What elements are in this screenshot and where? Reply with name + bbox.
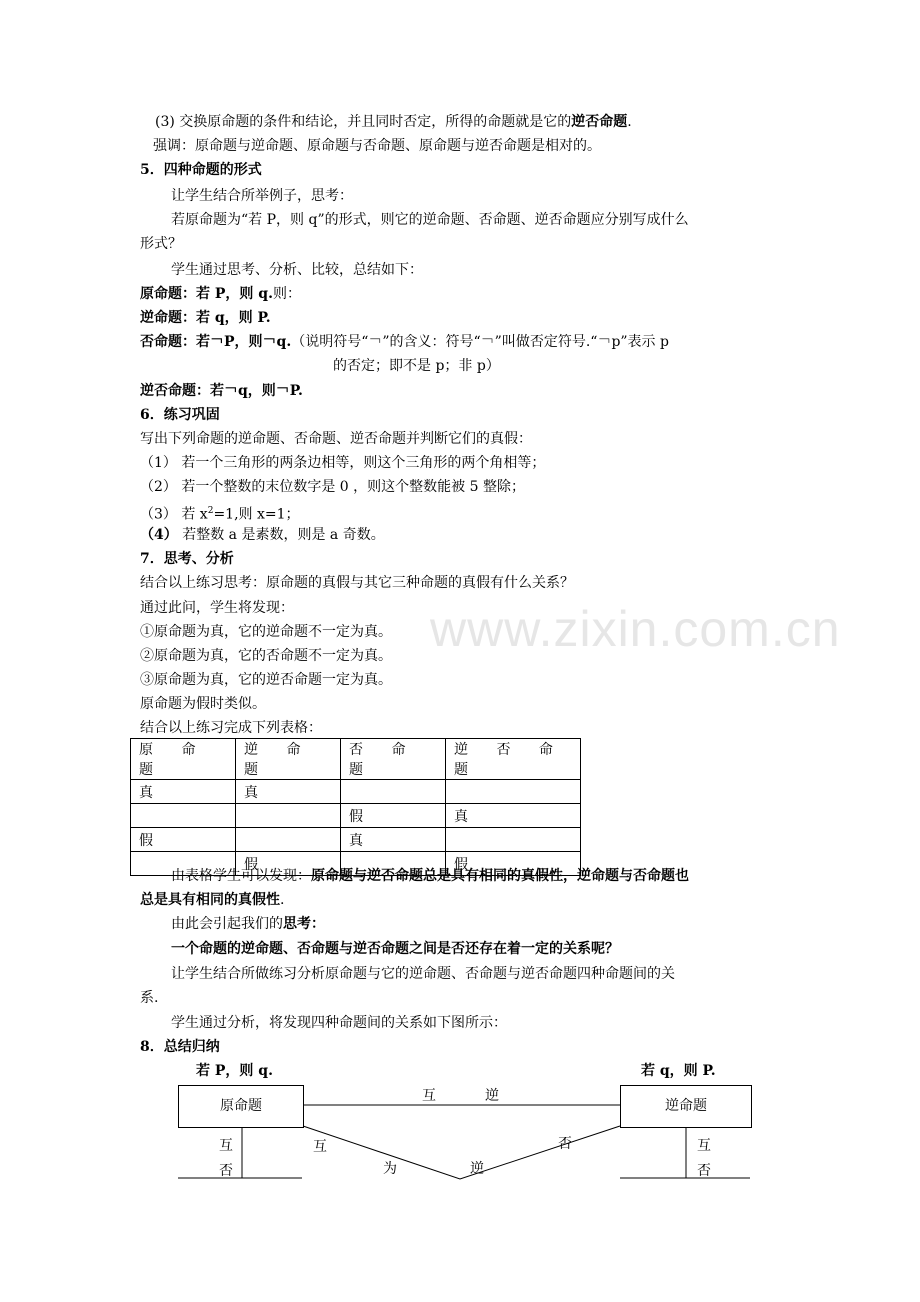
finding-3: ③原命题为真，它的逆否命题一定为真。 <box>140 672 392 688</box>
converse-proposition: 逆命题：若 q，则 P. <box>140 310 271 326</box>
label-wei: 为 <box>383 1161 397 1177</box>
table-cell: 假 <box>131 828 236 852</box>
paragraph: 通过此问，学生将发现： <box>140 600 294 616</box>
table-cell: 假 <box>236 852 341 876</box>
note: 的否定；即不是 p；非 p） <box>333 358 500 374</box>
table-header: 逆 否 命 题 <box>446 739 581 780</box>
text: 总是具有相同的真假性 <box>140 892 280 908</box>
label-fou: 否 <box>697 1163 711 1179</box>
diagram-right-title: 若 q，则 P. <box>641 1063 716 1079</box>
contrapositive-proposition: 逆否命题：若￢q，则￢P. <box>140 383 303 399</box>
section-heading-5: 5．四种命题的形式 <box>140 162 262 178</box>
text: 则： <box>272 286 301 302</box>
paragraph: 让学生结合所举例子，思考： <box>171 188 353 204</box>
paragraph: 写出下列命题的逆命题、否命题、逆否命题并判断它们的真假： <box>140 431 532 447</box>
table-cell: 假 <box>341 804 446 828</box>
paragraph: 原命题为假时类似。 <box>140 696 266 712</box>
paragraph: 让学生结合所做练习分析原命题与它的逆命题、否命题与逆否命题四种命题间的关 <box>171 966 675 982</box>
paragraph: 结合以上练习完成下列表格： <box>140 720 322 736</box>
text: 若整数 a 是素数，则是 a 奇数。 <box>177 527 385 543</box>
table-cell: 真 <box>446 804 581 828</box>
table-cell: 真 <box>341 828 446 852</box>
table-cell: 真 <box>236 780 341 804</box>
exercise-1: （1） 若一个三角形的两条边相等，则这个三角形的两个角相等； <box>140 455 546 471</box>
note: （说明符号“￢”的含义：符号“￢”叫做否定符号.“￢p”表示 p <box>291 334 669 350</box>
label-ni: 逆 <box>470 1161 484 1177</box>
original-box: 原命题 <box>178 1085 304 1128</box>
label-hu: 互 <box>219 1138 233 1154</box>
section-heading-7: 7．思考、分析 <box>140 551 234 567</box>
text: 由表格学生可以发现： <box>171 868 311 884</box>
text: 由此会引起我们的 <box>171 916 283 932</box>
text: 思考： <box>283 916 325 932</box>
diagram-left-title: 若 P，则 q. <box>196 1063 273 1079</box>
superscript: 2 <box>207 506 214 516</box>
text: （4） <box>140 527 178 543</box>
text: (3) 交换原命题的条件和结论，并且同时否定，所得的命题就是它的 <box>155 114 572 130</box>
paragraph: 学生通过思考、分析、比较，总结如下： <box>171 262 423 278</box>
emphasis-line: 强调：原命题与逆命题、原命题与否命题、原命题与逆否命题是相对的。 <box>153 138 601 154</box>
label-hu: 互 <box>313 1139 327 1155</box>
text: 否命题：若￢P，则￢q. <box>140 334 292 350</box>
text: （3） 若 x <box>140 506 208 523</box>
term-contrapositive: 逆否命题 <box>571 114 628 130</box>
contrapositive-line <box>303 1126 620 1179</box>
label-fou: 否 <box>219 1163 233 1179</box>
watermark: www.zixin.com.cn <box>430 601 841 657</box>
label-hu: 互 <box>422 1088 436 1104</box>
table-header: 原 命 题 <box>131 739 236 780</box>
text: 原命题：若 P，则 q. <box>140 286 273 302</box>
text: =1,则 x=1； <box>213 506 300 523</box>
table-cell: 真 <box>131 780 236 804</box>
text: 原命题与逆否命题总是具有相同的真假性，逆命题与否命题也 <box>311 868 689 884</box>
paragraph: 若原命题为“若 P，则 q”的形式，则它的逆命题、否命题、逆否命题应分别写成什么 <box>171 212 689 228</box>
table-cell: 假 <box>446 852 581 876</box>
exercise-2: （2） 若一个整数的末位数字是 0 ，则这个整数能被 5 整除； <box>140 479 525 495</box>
section-heading-6: 6．练习巩固 <box>140 407 220 423</box>
label-ni: 逆 <box>485 1088 499 1104</box>
finding-2: ②原命题为真，它的否命题不一定为真。 <box>140 648 392 664</box>
paragraph: 结合以上练习思考：原命题的真假与其它三种命题的真假有什么关系？ <box>140 575 574 591</box>
converse-box: 逆命题 <box>620 1085 752 1128</box>
paragraph: 形式？ <box>140 236 182 252</box>
paragraph: 学生通过分析，将发现四种命题间的关系如下图所示： <box>171 1015 507 1031</box>
question: 一个命题的逆命题、否命题与逆否命题之间是否还存在着一定的关系呢？ <box>171 941 619 957</box>
table-header: 逆 命 题 <box>236 739 341 780</box>
text: . <box>280 892 285 908</box>
finding-1: ①原命题为真，它的逆命题不一定为真。 <box>140 624 392 640</box>
text: . <box>627 114 632 130</box>
section-heading-8: 8．总结归纳 <box>140 1039 220 1055</box>
table-header: 否 命 题 <box>341 739 446 780</box>
paragraph: 系. <box>140 990 159 1006</box>
label-hu: 互 <box>697 1138 711 1154</box>
label-fou: 否 <box>558 1136 572 1152</box>
